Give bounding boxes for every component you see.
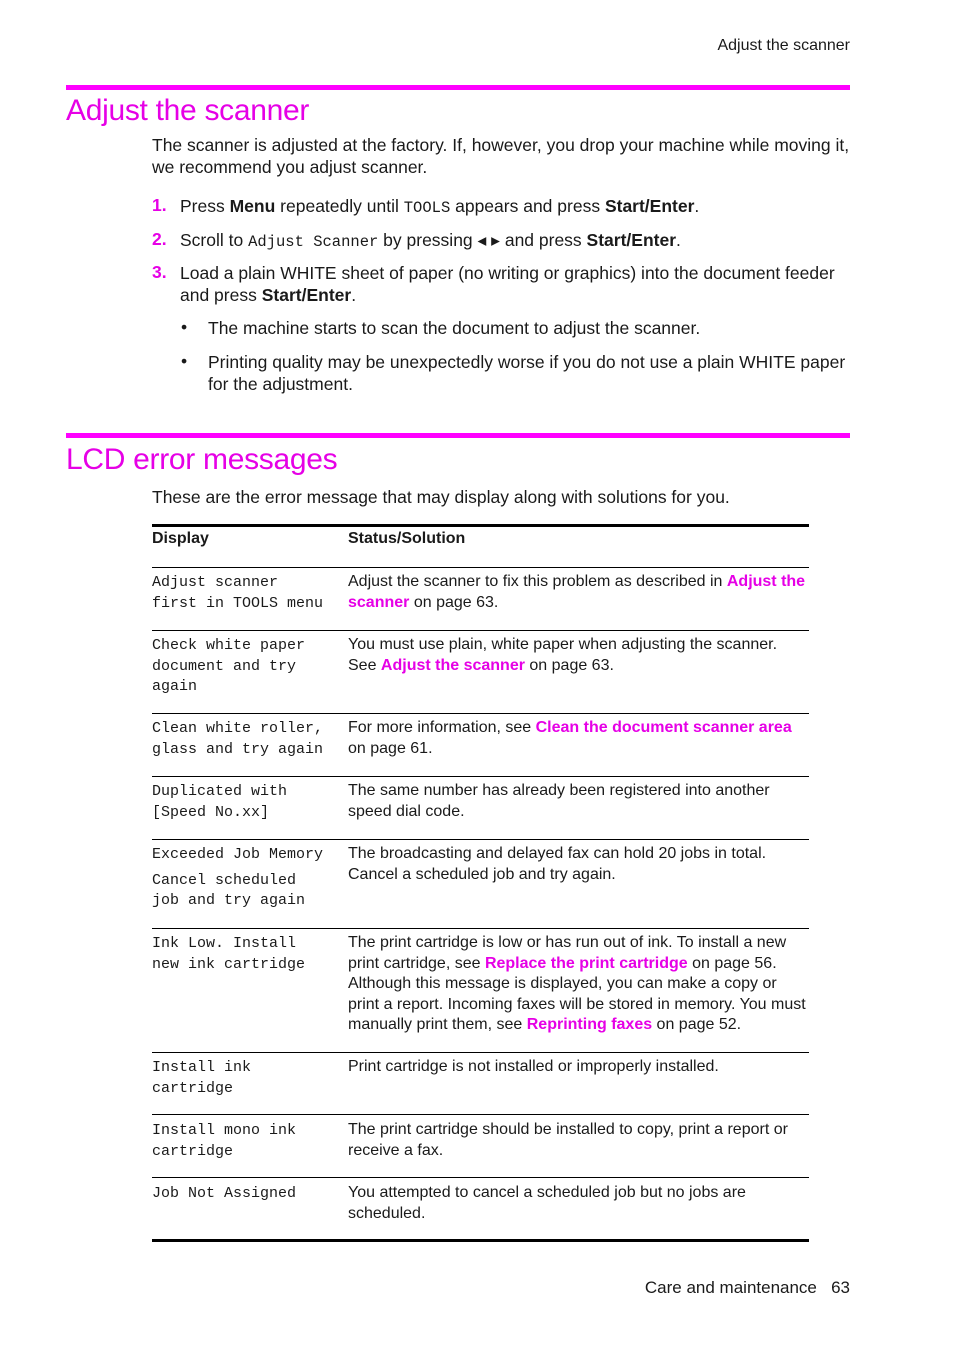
lcd-intro: These are the error message that may display along with solutions for you. bbox=[152, 487, 730, 507]
table-rule bbox=[152, 1114, 809, 1115]
step-number: 1. bbox=[152, 195, 167, 215]
status-solution: For more information, see Clean the document scanner area on page 61. bbox=[348, 719, 792, 757]
link-adjust-scanner[interactable]: Adjust the scanner bbox=[348, 573, 806, 611]
column-header-display: Display bbox=[152, 530, 209, 547]
table-rule bbox=[152, 1177, 809, 1178]
table-rule bbox=[152, 630, 809, 631]
section-rule bbox=[66, 85, 850, 90]
status-solution: You must use plain, white paper when adjusting the scanner. See Adjust the scanner on page 63. bbox=[348, 636, 778, 674]
page-footer bbox=[645, 1278, 850, 1298]
page-number: 63 bbox=[831, 1278, 850, 1297]
running-header: Adjust the scanner bbox=[717, 37, 850, 54]
table-rule bbox=[152, 1052, 809, 1053]
table-rule bbox=[152, 567, 809, 568]
status-solution: The broadcasting and delayed fax can hold 20 jobs in total. Cancel a scheduled job and try again. bbox=[348, 845, 767, 883]
status-solution: Print cartridge is not installed or improperly installed. bbox=[348, 1058, 719, 1075]
link-clean-scanner-area[interactable]: Clean the document scanner area bbox=[535, 719, 792, 736]
table-rule bbox=[152, 713, 809, 714]
column-header-status: Status/Solution bbox=[348, 530, 466, 547]
status-solution: The same number has already been registered into another speed dial code. bbox=[348, 782, 770, 820]
display-message: Install ink cartridge bbox=[152, 1059, 252, 1097]
section-title-lcd-errors: LCD error messages bbox=[66, 443, 338, 476]
display-message: Exceeded Job Memory Cancel scheduled job and try again bbox=[152, 846, 324, 909]
step-3: Load a plain WHITE sheet of paper (no writing or graphics) into the document feeder and press Start/Enter. bbox=[180, 263, 835, 305]
display-message: Install mono ink cartridge bbox=[152, 1122, 297, 1160]
bullet-icon: • bbox=[181, 351, 188, 371]
arrow-keys-icon: ◂ ▸ bbox=[477, 230, 500, 250]
section-rule bbox=[66, 433, 850, 438]
bullet-item: Printing quality may be unexpectedly worse if you do not use a plain WHITE paper for the adjustment. bbox=[208, 352, 846, 394]
display-message: Ink Low. Install new ink cartridge bbox=[152, 935, 306, 973]
step-number: 3. bbox=[152, 262, 167, 282]
table-rule bbox=[152, 776, 809, 777]
table-top-rule bbox=[152, 524, 809, 527]
status-solution: Adjust the scanner to fix this problem as described in Adjust the scanner on page 63. bbox=[348, 573, 806, 611]
bullet-item: The machine starts to scan the document to adjust the scanner. bbox=[208, 318, 701, 338]
step-1: Press Menu repeatedly until TOOLS appears and press Start/Enter. bbox=[180, 196, 700, 217]
footer-section: Care and maintenance bbox=[644, 1278, 817, 1297]
link-adjust-scanner[interactable]: Adjust the scanner bbox=[380, 656, 525, 674]
table-rule bbox=[152, 839, 809, 840]
display-message: Job Not Assigned bbox=[152, 1185, 297, 1202]
display-message: Duplicated with [Speed No.xx] bbox=[152, 783, 288, 821]
adjust-intro: The scanner is adjusted at the factory. If, however, you drop your machine while moving it, we recommend you adjust scanner. bbox=[152, 135, 850, 177]
section-title-adjust-scanner: Adjust the scanner bbox=[66, 94, 310, 127]
table-rule bbox=[152, 928, 809, 929]
link-reprinting-faxes[interactable]: Reprinting faxes bbox=[526, 1016, 653, 1033]
display-message: Clean white roller, glass and try again bbox=[152, 720, 324, 758]
bullet-icon: • bbox=[181, 317, 188, 337]
status-solution: The print cartridge should be installed to copy, print a report or receive a fax. bbox=[348, 1121, 788, 1159]
step-number: 2. bbox=[152, 229, 167, 249]
table-bottom-rule bbox=[152, 1239, 809, 1242]
status-solution: You attempted to cancel a scheduled job but no jobs are scheduled. bbox=[348, 1184, 746, 1222]
display-message: Check white paper document and try again bbox=[152, 637, 306, 695]
status-solution: The print cartridge is low or has run out of ink. To install a new print cartridge, see Replace the print cartridge on page 56. Although this message is displayed, you can make a copy or print a report. Incoming faxes will be stored in memory. You must manually print them, see Reprinting faxes on page 52. bbox=[348, 934, 806, 1033]
link-replace-cartridge[interactable]: Replace the print cartridge bbox=[484, 954, 688, 972]
display-message: Adjust scanner first in TOOLS menu bbox=[152, 574, 324, 612]
step-2: Scroll to Adjust Scanner by pressing ◂ ▸ and press Start/Enter. bbox=[180, 230, 681, 251]
